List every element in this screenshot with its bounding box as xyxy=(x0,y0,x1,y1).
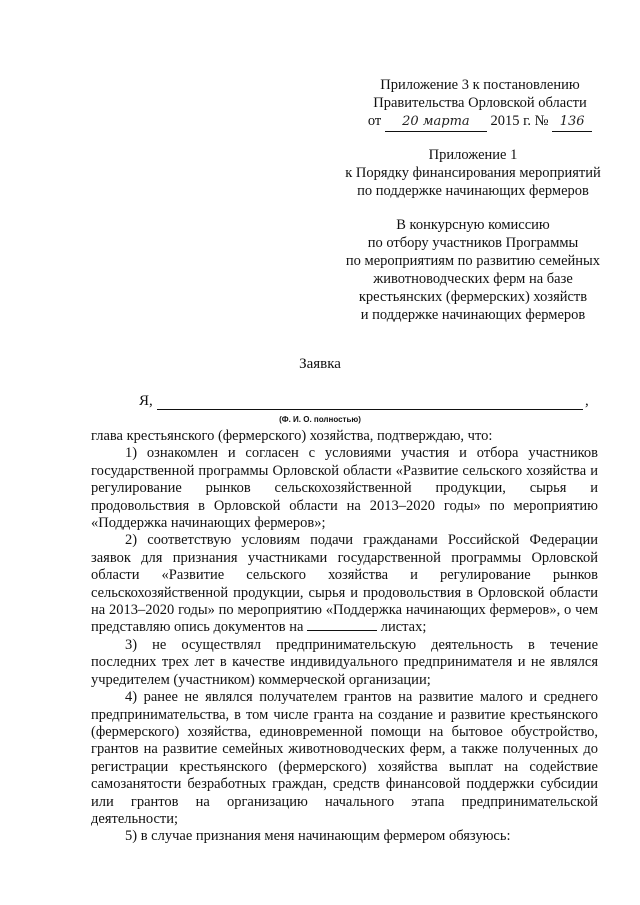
addressee-line3: по мероприятиям по развитию семейных xyxy=(345,253,601,269)
addressee-block xyxy=(318,216,628,324)
addressee-line2: по отбору участников Программы xyxy=(367,235,579,251)
appendix3-line1: Приложение 3 к постановлению xyxy=(380,77,580,93)
body-item-5: 5) в случае признания меня начинающим фермером обязуюсь: xyxy=(125,828,511,845)
document-title: Заявка xyxy=(299,356,341,372)
applicant-prefix: Я, xyxy=(139,393,153,409)
document-body xyxy=(91,428,598,846)
handwritten-date: 20 марта xyxy=(385,113,487,132)
appendix3-line2: Правительства Орловской области xyxy=(373,95,587,111)
appendix3-header xyxy=(330,76,630,132)
addressee-line4: животноводческих ферм на базе xyxy=(373,271,573,287)
body-item-2-end: листах; xyxy=(380,619,427,636)
appendix1-line1: Приложение 1 xyxy=(428,147,518,163)
applicant-name-field[interactable] xyxy=(157,409,583,410)
body-item-2-text: 2) соответствую условиям подачи гражданами Российской Федерации заявок для признания участниками государственной программы Орловской области «Развитие сельского хозяйства и регулирование рынков сельскохозяйственной продукции, сырья и продовольствия в Орловской области на 2013–2020 годы» по мероприятию «Поддержка начинающих фермеров», о чем представляю опись документов на xyxy=(91,532,598,636)
body-item-3: 3) не осуществлял предпринимательскую деятельность в течение последних трех лет в качестве индивидуального предпринимателя и не являлся учредителем (участником) коммерческой организации; xyxy=(91,636,598,688)
appendix3-line3 xyxy=(330,112,630,132)
addressee-line1: В конкурсную комиссию xyxy=(396,217,550,233)
appendix1-line2: к Порядку финансирования мероприятий xyxy=(345,165,601,181)
body-intro: глава крестьянского (фермерского) хозяйства, подтверждаю, что: xyxy=(91,428,493,444)
appendix1-line3: по поддержке начинающих фермеров xyxy=(357,183,589,199)
appendix3-prefix: от xyxy=(367,113,382,129)
body-item-1: 1) ознакомлен и согласен с условиями участия и отбора участников государственной программы Орловской области «Развитие сельского хозяйства и регулирование рынков сельскохозяйственной продукции, сырья и продовольствия в Орловской области на 2013–2020 годы» по мероприятию «Поддержка начинающих фермеров»; xyxy=(91,445,598,532)
applicant-field-caption: (Ф. И. О. полностью) xyxy=(279,415,361,424)
applicant-name-row xyxy=(139,393,599,413)
addressee-line6: и поддержке начинающих фермеров xyxy=(360,307,586,323)
appendix1-header xyxy=(318,146,628,200)
handwritten-number: 136 xyxy=(552,113,592,132)
appendix3-year: 2015 г. № xyxy=(490,113,549,129)
body-item-4: 4) ранее не являлся получателем грантов на развитие малого и среднего предпринимательства, в том числе гранта на создание и развитие крестьянского (фермерского) хозяйства, единовременной помощи на бытовое обустройство, грантов на развитие семейных животноводческих ферм, а также полученных до регистрации крестьянского (фермерского) хозяйства выплат на содействие самозанятости безработных граждан, средств финансовой поддержки субсидии или грантов на организацию начального этапа предпринимательской деятельности; xyxy=(91,689,598,827)
sheet-count-field[interactable] xyxy=(307,630,377,631)
body-item-2 xyxy=(91,532,598,636)
applicant-suffix: , xyxy=(585,393,589,409)
addressee-line5: крестьянских (фермерских) хозяйств xyxy=(358,289,588,305)
